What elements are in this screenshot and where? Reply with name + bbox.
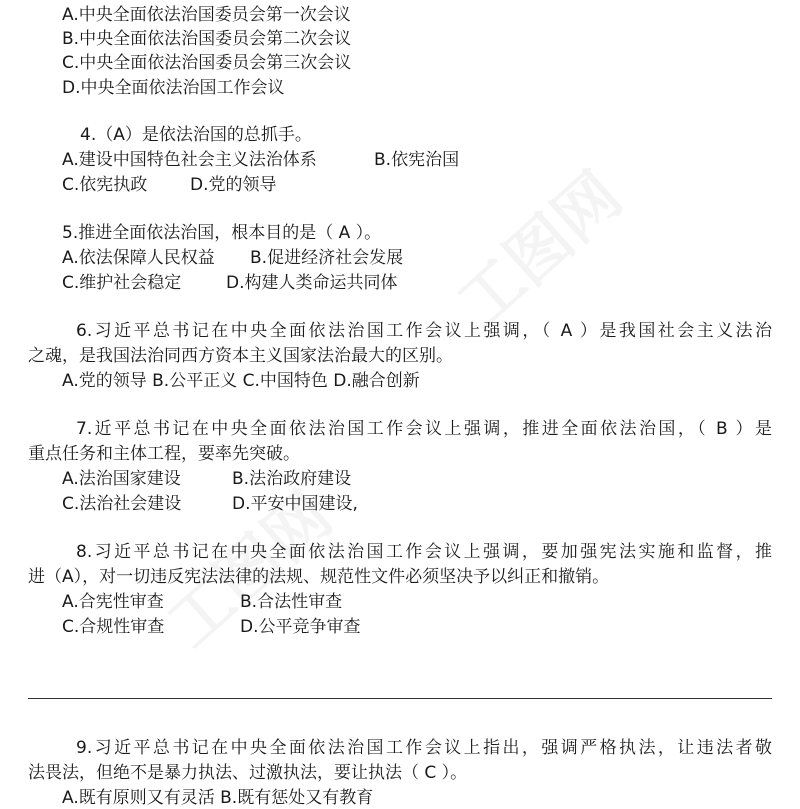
q5-stem: 5.推进全面依法治国，根本目的是（ A ）。: [62, 223, 382, 243]
q5-option-d: D.构建人类命运共同体: [226, 273, 398, 293]
q9-stem-line2: 法畏法，但绝不是暴力执法、过激执法，要让执法（ C ）。: [28, 763, 468, 783]
page-separator: [28, 698, 772, 699]
q8-stem-line2: 进（A），对一切违反宪法法律的法规、规范性文件必须坚决予以纠正和撤销。: [28, 567, 610, 587]
q3-option-b: B.中央全面依法治国委员会第二次会议: [62, 29, 352, 49]
q4-option-a: A.建设中国特色社会主义法治体系: [62, 150, 317, 170]
q4-stem: 4.（A）是依法治国的总抓手。: [80, 125, 312, 145]
q3-option-c: C.中央全面依法治国委员会第三次会议: [62, 53, 352, 73]
q7-option-d: D.平安中国建设,: [232, 494, 358, 514]
q7-option-c: C.法治社会建设: [62, 494, 182, 514]
q3-option-a: A.中央全面依法治国委员会第一次会议: [62, 5, 351, 25]
q5-option-b: B.促进经济社会发展: [250, 248, 404, 268]
q6-options: A.党的领导 B.公平正义 C.中国特色 D.融合创新: [62, 371, 420, 391]
q4-option-b: B.依宪治国: [374, 150, 460, 170]
q8-option-d: D.公平竞争审查: [240, 617, 361, 637]
q5-option-a: A.依法保障人民权益: [62, 248, 215, 268]
q8-option-a: A.合宪性审查: [62, 592, 164, 612]
q6-stem-line2: 之魂，是我国法治同西方资本主义国家法治最大的区别。: [28, 346, 453, 366]
q9-options-partial: A.既有原则又有灵活 B.既有惩处又有教育: [62, 788, 374, 808]
q4-option-c: C.依宪执政: [62, 175, 148, 195]
q7-stem-line2: 重点任务和主体工程，要率先突破。: [28, 444, 300, 464]
q8-option-c: C.合规性审查: [62, 617, 165, 637]
q6-stem-line1: 6.习近平总书记在中央全面依法治国工作会议上强调，（ A ）是我国社会主义法治: [76, 321, 772, 341]
q9-stem-line1: 9.习近平总书记在中央全面依法治国工作会议上指出，强调严格执法，让违法者敬: [76, 738, 772, 758]
q7-option-a: A.法治国家建设: [62, 469, 181, 489]
q4-option-d: D.党的领导: [190, 175, 277, 195]
q8-option-b: B.合法性审查: [240, 592, 343, 612]
q3-option-d: D.中央全面依法治国工作会议: [62, 78, 285, 98]
watermark: [434, 148, 638, 345]
q7-stem-line1: 7.近平总书记在中央全面依法治国工作会议上强调，推进全面依法治国，（ B ）是: [76, 419, 772, 439]
q5-option-c: C.维护社会稳定: [62, 273, 182, 293]
q7-option-b: B.法治政府建设: [232, 469, 352, 489]
q8-stem-line1: 8.习近平总书记在中央全面依法治国工作会议上强调，要加强宪法实施和监督，推: [76, 542, 772, 562]
